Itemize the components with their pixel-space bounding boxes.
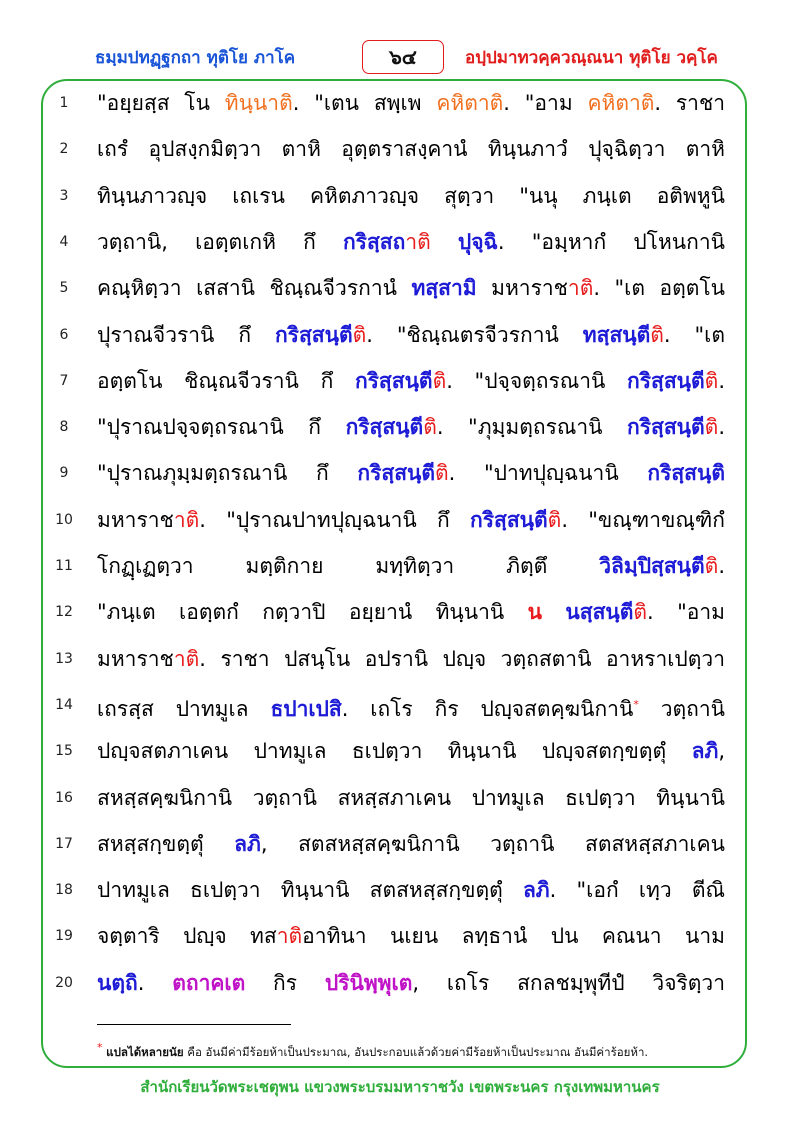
text-segment: . "ขณฺฑาขณฺฑิกํ — [561, 507, 725, 532]
highlighted-word: าติ — [173, 646, 200, 671]
line-text — [97, 265, 725, 311]
text-segment — [431, 230, 458, 254]
text-segment: จตฺตาริ ปญฺจ ทส — [97, 924, 277, 949]
text-line — [0, 450, 800, 496]
text-line — [0, 636, 800, 682]
running-head-book-title: ธมฺมปทฏฺฐกถา ทุติโย ภาโค — [95, 48, 296, 68]
line-number: 14 — [55, 696, 73, 713]
line-number: 12 — [55, 604, 73, 621]
text-line — [0, 358, 800, 404]
highlighted-word: กริสฺสนฺตี — [627, 368, 705, 393]
footnote-term: แปลได้หลายนัย — [106, 1044, 184, 1059]
line-number: 8 — [59, 419, 69, 436]
highlighted-word: ปุจฺฉิ — [457, 229, 498, 254]
highlighted-word: กริสฺสนฺติ — [647, 461, 725, 486]
line-number: 1 — [59, 95, 69, 111]
line-text — [97, 219, 725, 265]
running-head-chapter-title: อปฺปมาทวคฺควณฺณนา ทุติโย วคฺโค — [465, 48, 718, 68]
line-text — [97, 497, 725, 543]
text-line — [0, 960, 800, 1006]
text-segment: โกฏฺเฏตฺวา มตฺติกาย มทฺทิตฺวา ภิตฺตึ — [97, 554, 600, 578]
line-number: 2 — [59, 141, 69, 158]
text-segment: ปญฺจสตภาเคน ปาทมูเล ธเปตฺวา ทินฺนานิ ปญฺจสตกฺขตฺตุํ — [97, 739, 692, 764]
line-number: 6 — [59, 326, 69, 343]
text-segment: กิร — [245, 970, 325, 995]
line-number: 15 — [55, 743, 73, 760]
text-segment: เถรสฺส ปาทมูเล — [97, 696, 271, 721]
highlighted-word: ตถาคเต — [172, 970, 246, 995]
footnote-rule — [97, 1024, 291, 1025]
highlighted-word: ติ — [547, 507, 562, 532]
highlighted-word: ทสฺสามิ — [411, 276, 477, 301]
highlighted-word: ลภิ — [691, 739, 719, 764]
text-segment: . — [718, 415, 725, 440]
text-line — [0, 404, 800, 450]
text-line — [0, 913, 800, 959]
text-segment: . ราชา ปสนฺโน อปรานิ ปญฺจ วตฺถสตานิ อาหราเปตฺวา — [199, 646, 725, 671]
highlighted-word: กริสฺสนฺตี — [357, 461, 436, 486]
text-segment: "อยฺยสฺส โน — [97, 91, 225, 115]
footnote-text: คือ อันมีค่ามีร้อยห้าเป็นประมาณ, อันประกอบแล้วด้วยค่ามีร้อยห้าเป็นประมาณ อันมีค่าร้อยห้า. — [183, 1044, 649, 1059]
line-text — [97, 404, 725, 450]
text-segment: ทินฺนภาวญฺจ เถเรน คหิตภาวญฺจ สุตฺวา "นนุ ภนฺเต อติพหูนิ — [97, 183, 725, 208]
text-line — [0, 728, 800, 774]
text-segment: วตฺถานิ — [638, 696, 725, 721]
line-text — [97, 728, 725, 774]
text-line — [0, 497, 800, 543]
line-text — [97, 867, 725, 913]
highlighted-word: กริสฺสถ — [342, 229, 406, 254]
text-segment: , สตสหสฺสคฺฆนิกานิ วตฺถานิ สตสหสฺสภาเคน — [260, 831, 725, 856]
highlighted-word: าติ — [276, 924, 303, 949]
highlighted-word: ติ — [432, 368, 447, 393]
line-text — [97, 80, 725, 126]
footnote-reference: * — [633, 697, 639, 711]
text-segment: . — [718, 368, 725, 393]
line-text — [97, 682, 725, 732]
highlighted-word: นตฺถิ — [97, 970, 138, 995]
text-line — [0, 543, 800, 589]
text-segment: . "เตน สพฺเพ — [292, 91, 437, 115]
highlighted-word: วิลิมฺปิสฺสนฺตี — [599, 554, 705, 578]
highlighted-word: กริสฺสนฺตี — [627, 415, 705, 440]
highlighted-word: ติ — [704, 415, 719, 440]
text-line — [0, 265, 800, 311]
highlighted-word: าติ — [405, 229, 431, 254]
text-segment: อาทินา นเยน ลทฺธานํ ปน คณนา นาม — [302, 924, 725, 949]
line-text — [97, 589, 725, 635]
text-segment: . "เต — [663, 322, 725, 347]
text-segment: อตฺตโน ชิณฺณจีวรานิ กึ — [97, 368, 355, 393]
highlighted-word: น — [527, 600, 543, 625]
text-segment: เถรํ อุปสงฺกมิตฺวา ตาหิ อุตฺตราสงฺคานํ ทินฺนภาวํ ปุจฺฉิตฺวา ตาหิ — [97, 137, 725, 162]
text-segment: . "อาม — [503, 91, 588, 115]
text-segment: . เถโร กิร ปญฺจสตคฺฆนิกานิ — [341, 696, 634, 721]
line-text — [97, 173, 725, 219]
text-segment: , เถโร สกลชมฺพุทีปํ วิจริตฺวา — [412, 970, 725, 995]
text-segment: มหาราช — [97, 507, 174, 532]
text-segment: . — [718, 554, 725, 578]
text-segment: มหาราช — [97, 646, 174, 671]
text-segment: . "เอกํ เทฺว ตีณิ — [549, 878, 725, 903]
text-segment: . "ชิณฺณตรจีวรกานํ — [366, 322, 583, 347]
footnote-mark: * — [97, 1041, 103, 1054]
highlighted-word: คหิตาติ — [436, 91, 504, 115]
footnote — [97, 1041, 648, 1062]
text-segment: สหสฺสกฺขตฺตุํ — [97, 831, 235, 856]
text-segment: มหาราช — [476, 276, 568, 301]
line-text — [97, 358, 725, 404]
highlighted-word: ปรินิพฺพุเต — [324, 970, 413, 995]
highlighted-word: ติ — [352, 322, 367, 347]
line-number: 9 — [59, 465, 69, 482]
line-text — [97, 821, 725, 867]
text-segment — [542, 600, 565, 624]
text-segment: "ปุราณปจฺจตฺถรณานิ กึ — [97, 415, 346, 440]
text-segment: คณฺหิตฺวา เสสานิ ชิณฺณจีวรกานํ — [97, 276, 412, 301]
line-number: 18 — [55, 882, 73, 899]
highlighted-word: ติ — [423, 415, 437, 440]
line-number: 5 — [59, 280, 69, 297]
text-line — [0, 80, 800, 126]
text-segment: . "อมฺหากํ ปโหนกานิ — [497, 229, 725, 254]
line-text — [97, 312, 725, 358]
text-segment: . "อาม — [647, 600, 725, 625]
text-line — [0, 867, 800, 913]
text-segment: ปุราณจีวรานิ กึ — [97, 322, 275, 347]
text-segment: . "ปุราณปาทปุญฺฉนานิ กึ — [199, 507, 471, 532]
line-number: 16 — [55, 789, 73, 806]
text-line — [0, 682, 800, 728]
text-segment: "ภนฺเต เอตฺตกํ กตฺวาปิ อยฺยานํ ทินฺนานิ — [97, 600, 528, 625]
line-text — [97, 543, 725, 589]
highlighted-word: าติ — [173, 507, 200, 532]
highlighted-word: นสฺสนฺตี — [565, 600, 634, 625]
highlighted-word: กริสฺสนฺตี — [470, 507, 548, 532]
text-line — [0, 589, 800, 635]
line-text — [97, 636, 725, 682]
text-line — [0, 775, 800, 821]
text-line — [0, 126, 800, 172]
line-number: 7 — [59, 372, 69, 389]
highlighted-word: ลภิ — [234, 831, 261, 856]
line-number: 20 — [55, 974, 73, 991]
text-segment: . "เต อตฺตโน — [593, 276, 725, 301]
line-text — [97, 913, 725, 959]
line-text — [97, 960, 725, 1006]
line-number: 19 — [55, 928, 73, 945]
highlighted-word: ติ — [650, 322, 664, 347]
line-text — [97, 450, 725, 496]
highlighted-word: ติ — [633, 600, 648, 625]
line-text — [97, 775, 725, 821]
highlighted-word: าติ — [567, 276, 594, 301]
text-segment: วตฺถานิ, เอตฺตเกหิ กึ — [97, 229, 343, 254]
highlighted-word: กริสฺสนฺตี — [354, 368, 433, 393]
highlighted-word: ธปาเปสิ — [270, 696, 342, 721]
highlighted-word: ติ — [704, 554, 719, 578]
text-line — [0, 821, 800, 867]
highlighted-word: ลภิ — [522, 878, 550, 903]
highlighted-word: ทินฺนาติ — [224, 91, 293, 115]
line-number: 3 — [59, 187, 69, 204]
line-number: 11 — [55, 558, 73, 574]
text-segment: . — [137, 970, 173, 995]
text-line — [0, 173, 800, 219]
text-segment: , — [718, 739, 725, 764]
highlighted-word: กริสฺสนฺตี — [345, 415, 424, 440]
highlighted-word: กริสฺสนฺตี — [274, 322, 353, 347]
page-number: ๖๔ — [362, 40, 444, 74]
text-segment: . ราชา — [654, 91, 725, 115]
text-segment: . "ภุมฺมตฺถรณานิ — [436, 415, 628, 440]
highlighted-word: ติ — [435, 461, 449, 486]
highlighted-word: ติ — [704, 368, 719, 393]
text-segment: . "ปาทปุญฺฉนานิ — [448, 461, 648, 486]
text-segment: . "ปจฺจตฺถรณานิ — [446, 368, 628, 393]
text-line — [0, 219, 800, 265]
footer-institution: สำนักเรียนวัดพระเชตุพน แขวงพระบรมมหาราชวัง เขตพระนคร กรุงเทพมหานคร — [140, 1078, 660, 1096]
highlighted-word: ทสฺสนฺตี — [582, 322, 651, 347]
text-line — [0, 312, 800, 358]
line-number: 4 — [59, 233, 69, 250]
line-number: 13 — [55, 650, 73, 667]
text-segment: ปาทมูเล ธเปตฺวา ทินฺนานิ สตสหสฺสกฺขตฺตุํ — [97, 878, 523, 903]
line-text — [97, 126, 725, 172]
highlighted-word: คหิตาติ — [587, 91, 655, 115]
line-number: 10 — [55, 511, 73, 528]
line-number: 17 — [55, 835, 73, 852]
text-segment: สหสฺสคฺฆนิกานิ วตฺถานิ สหสฺสภาเคน ปาทมูเล ธเปตฺวา ทินฺนานิ — [97, 785, 725, 810]
text-segment: "ปุราณภุมฺมตฺถรณานิ กึ — [97, 461, 358, 486]
